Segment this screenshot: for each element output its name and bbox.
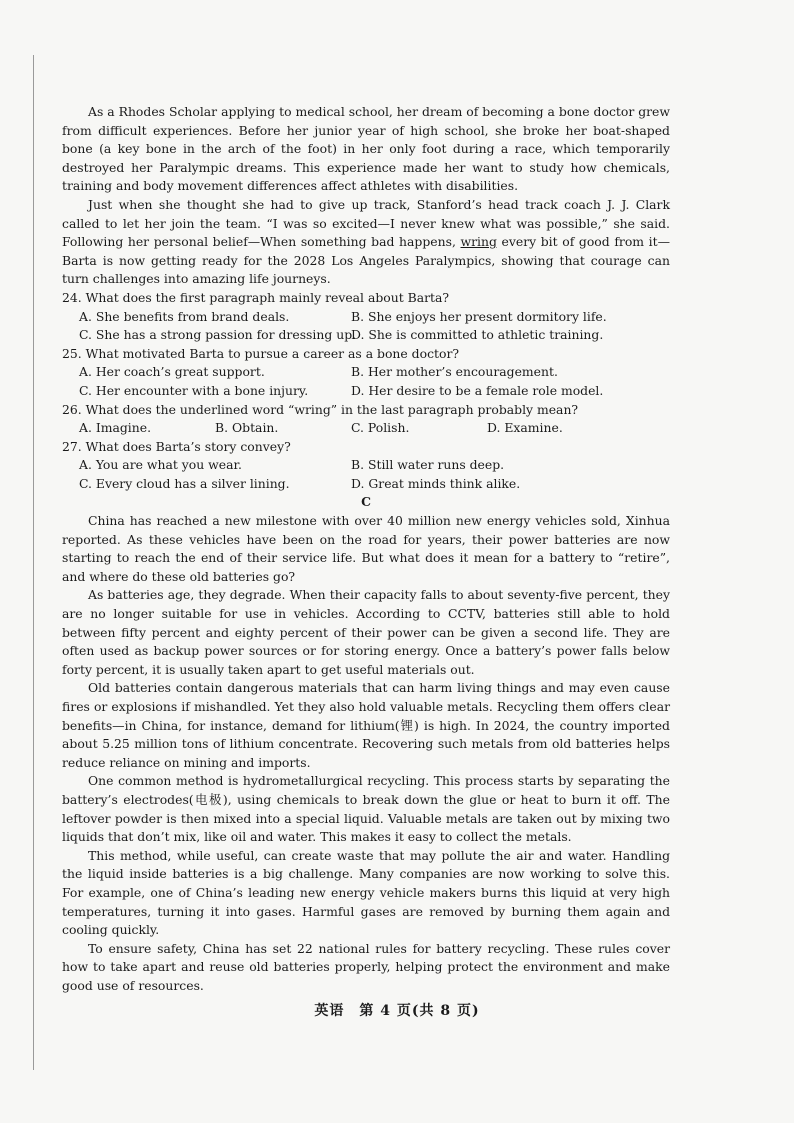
q25-option-c: C. Her encounter with a bone injury. bbox=[79, 382, 309, 398]
question-24-options bbox=[62, 308, 670, 345]
section-c-heading: C bbox=[361, 494, 371, 510]
q27-option-b: B. Still water runs deep. bbox=[351, 457, 505, 473]
question-26-options bbox=[62, 419, 670, 438]
question-24-stem: 24. What does the first paragraph mainly reveal about Barta? bbox=[62, 289, 450, 305]
passage-c-paragraph-3: Old batteries contain dangerous materials that can harm living things and may even cause fires or explosions if mishandled. Yet they also hold valuable metals. Recycling them offers clear benefits—in China, for instance, demand for lithium(锂) is high. In 2024, the country imported about 5.25 million tons of lithium concentrate. Recovering such metals from old batteries helps reduce reliance on mining and imports. bbox=[62, 680, 670, 770]
q25-option-a: A. Her coach’s great support. bbox=[79, 364, 265, 380]
q26-option-d: D. Examine. bbox=[487, 420, 563, 436]
p2-text-before: Just when she thought she had to give up track, Stanford’s head track coach J. J. Clark called to let her join the team. “I was so excited—I never knew what was possible,” she said. Following her personal belief—When something bad happens, bbox=[62, 196, 670, 250]
passage-b-paragraph-2 bbox=[62, 196, 670, 289]
passage-c-paragraph-1: China has reached a new milestone with over 40 million new energy vehicles sold, Xinhua reported. As these vehicles have been on the road for years, their power batteries are now starting to reach the end of their service life. But what does it mean for a battery to “retire”, and where do these old batteries go? bbox=[62, 513, 670, 584]
question-27-stem: 27. What does Barta’s story convey? bbox=[62, 438, 291, 454]
passage-c-paragraph-2: As batteries age, they degrade. When their capacity falls to about seventy-five percent, they are no longer suitable for use in vehicles. According to CCTV, batteries still able to hold between fifty percent and eighty percent of their power can be given a second life. They are often used as backup power sources or for storing energy. Once a battery’s power falls below forty percent, it is usually taken apart to get useful materials out. bbox=[62, 587, 670, 677]
underlined-word: wring bbox=[460, 234, 497, 250]
p2-text-after: every bit of good from it—Barta is now getting ready for the 2028 Los Angeles Paralympics, showing that courage can turn challenges into amazing life journeys. bbox=[62, 234, 670, 287]
q25-option-d: D. Her desire to be a female role model. bbox=[351, 382, 604, 398]
binding-margin-line bbox=[33, 55, 34, 1070]
q24-option-c: C. She has a strong passion for dressing up. bbox=[79, 327, 357, 343]
passage-c-paragraph-5: This method, while useful, can create waste that may pollute the air and water. Handling the liquid inside batteries is a big challenge. Many companies are now working to solve this. For example, one of China’s leading new energy vehicle makers burns this liquid at very high temperatures, turning it into gases. Harmful gases are removed by burning them again and cooling quickly. bbox=[62, 847, 670, 938]
question-25-options bbox=[62, 363, 670, 400]
question-26-stem: 26. What does the underlined word “wring” in the last paragraph probably mean? bbox=[62, 401, 579, 417]
passage-c-paragraph-4: One common method is hydrometallurgical recycling. This process starts by separating the battery’s electrodes(电极), using chemicals to break down the glue or heat to burn it off. The leftover powder is then mixed into a special liquid. Valuable metals are taken out by mixing two liquids that don’t mix, like oil and water. This makes it easy to collect the metals. bbox=[62, 773, 670, 845]
question-27-options bbox=[62, 456, 670, 493]
passage-b-paragraph-1: As a Rhodes Scholar applying to medical school, her dream of becoming a bone doctor grew from difficult experiences. Before her junior year of high school, she broke her boat-shaped bone (a key bone in the arch of the foot) in her only foot during a race, which temporarily destroyed her Paralympic dreams. This experience made her want to study how chemicals, training and body movement differences affect athletes with disabilities. bbox=[62, 104, 670, 194]
page-footer: 英语 第 4 页(共 8 页) bbox=[314, 1003, 480, 1019]
question-25-stem: 25. What motivated Barta to pursue a career as a bone doctor? bbox=[62, 345, 460, 361]
q27-option-d: D. Great minds think alike. bbox=[351, 475, 521, 491]
q26-option-a: A. Imagine. bbox=[79, 420, 152, 436]
q26-option-c: C. Polish. bbox=[351, 420, 410, 436]
page-content bbox=[62, 103, 670, 996]
q25-option-b: B. Her mother’s encouragement. bbox=[351, 364, 558, 380]
q27-option-c: C. Every cloud has a silver lining. bbox=[79, 475, 290, 491]
q24-option-a: A. She benefits from brand deals. bbox=[79, 308, 290, 324]
q27-option-a: A. You are what you wear. bbox=[79, 457, 242, 473]
passage-c-paragraph-6: To ensure safety, China has set 22 national rules for battery recycling. These rules cover how to take apart and reuse old batteries properly, helping protect the environment and make good use of resources. bbox=[62, 940, 670, 993]
q24-option-b: B. She enjoys her present dormitory life. bbox=[351, 308, 607, 324]
q26-option-b: B. Obtain. bbox=[215, 420, 279, 436]
q24-option-d: D. She is committed to athletic training. bbox=[351, 327, 604, 343]
